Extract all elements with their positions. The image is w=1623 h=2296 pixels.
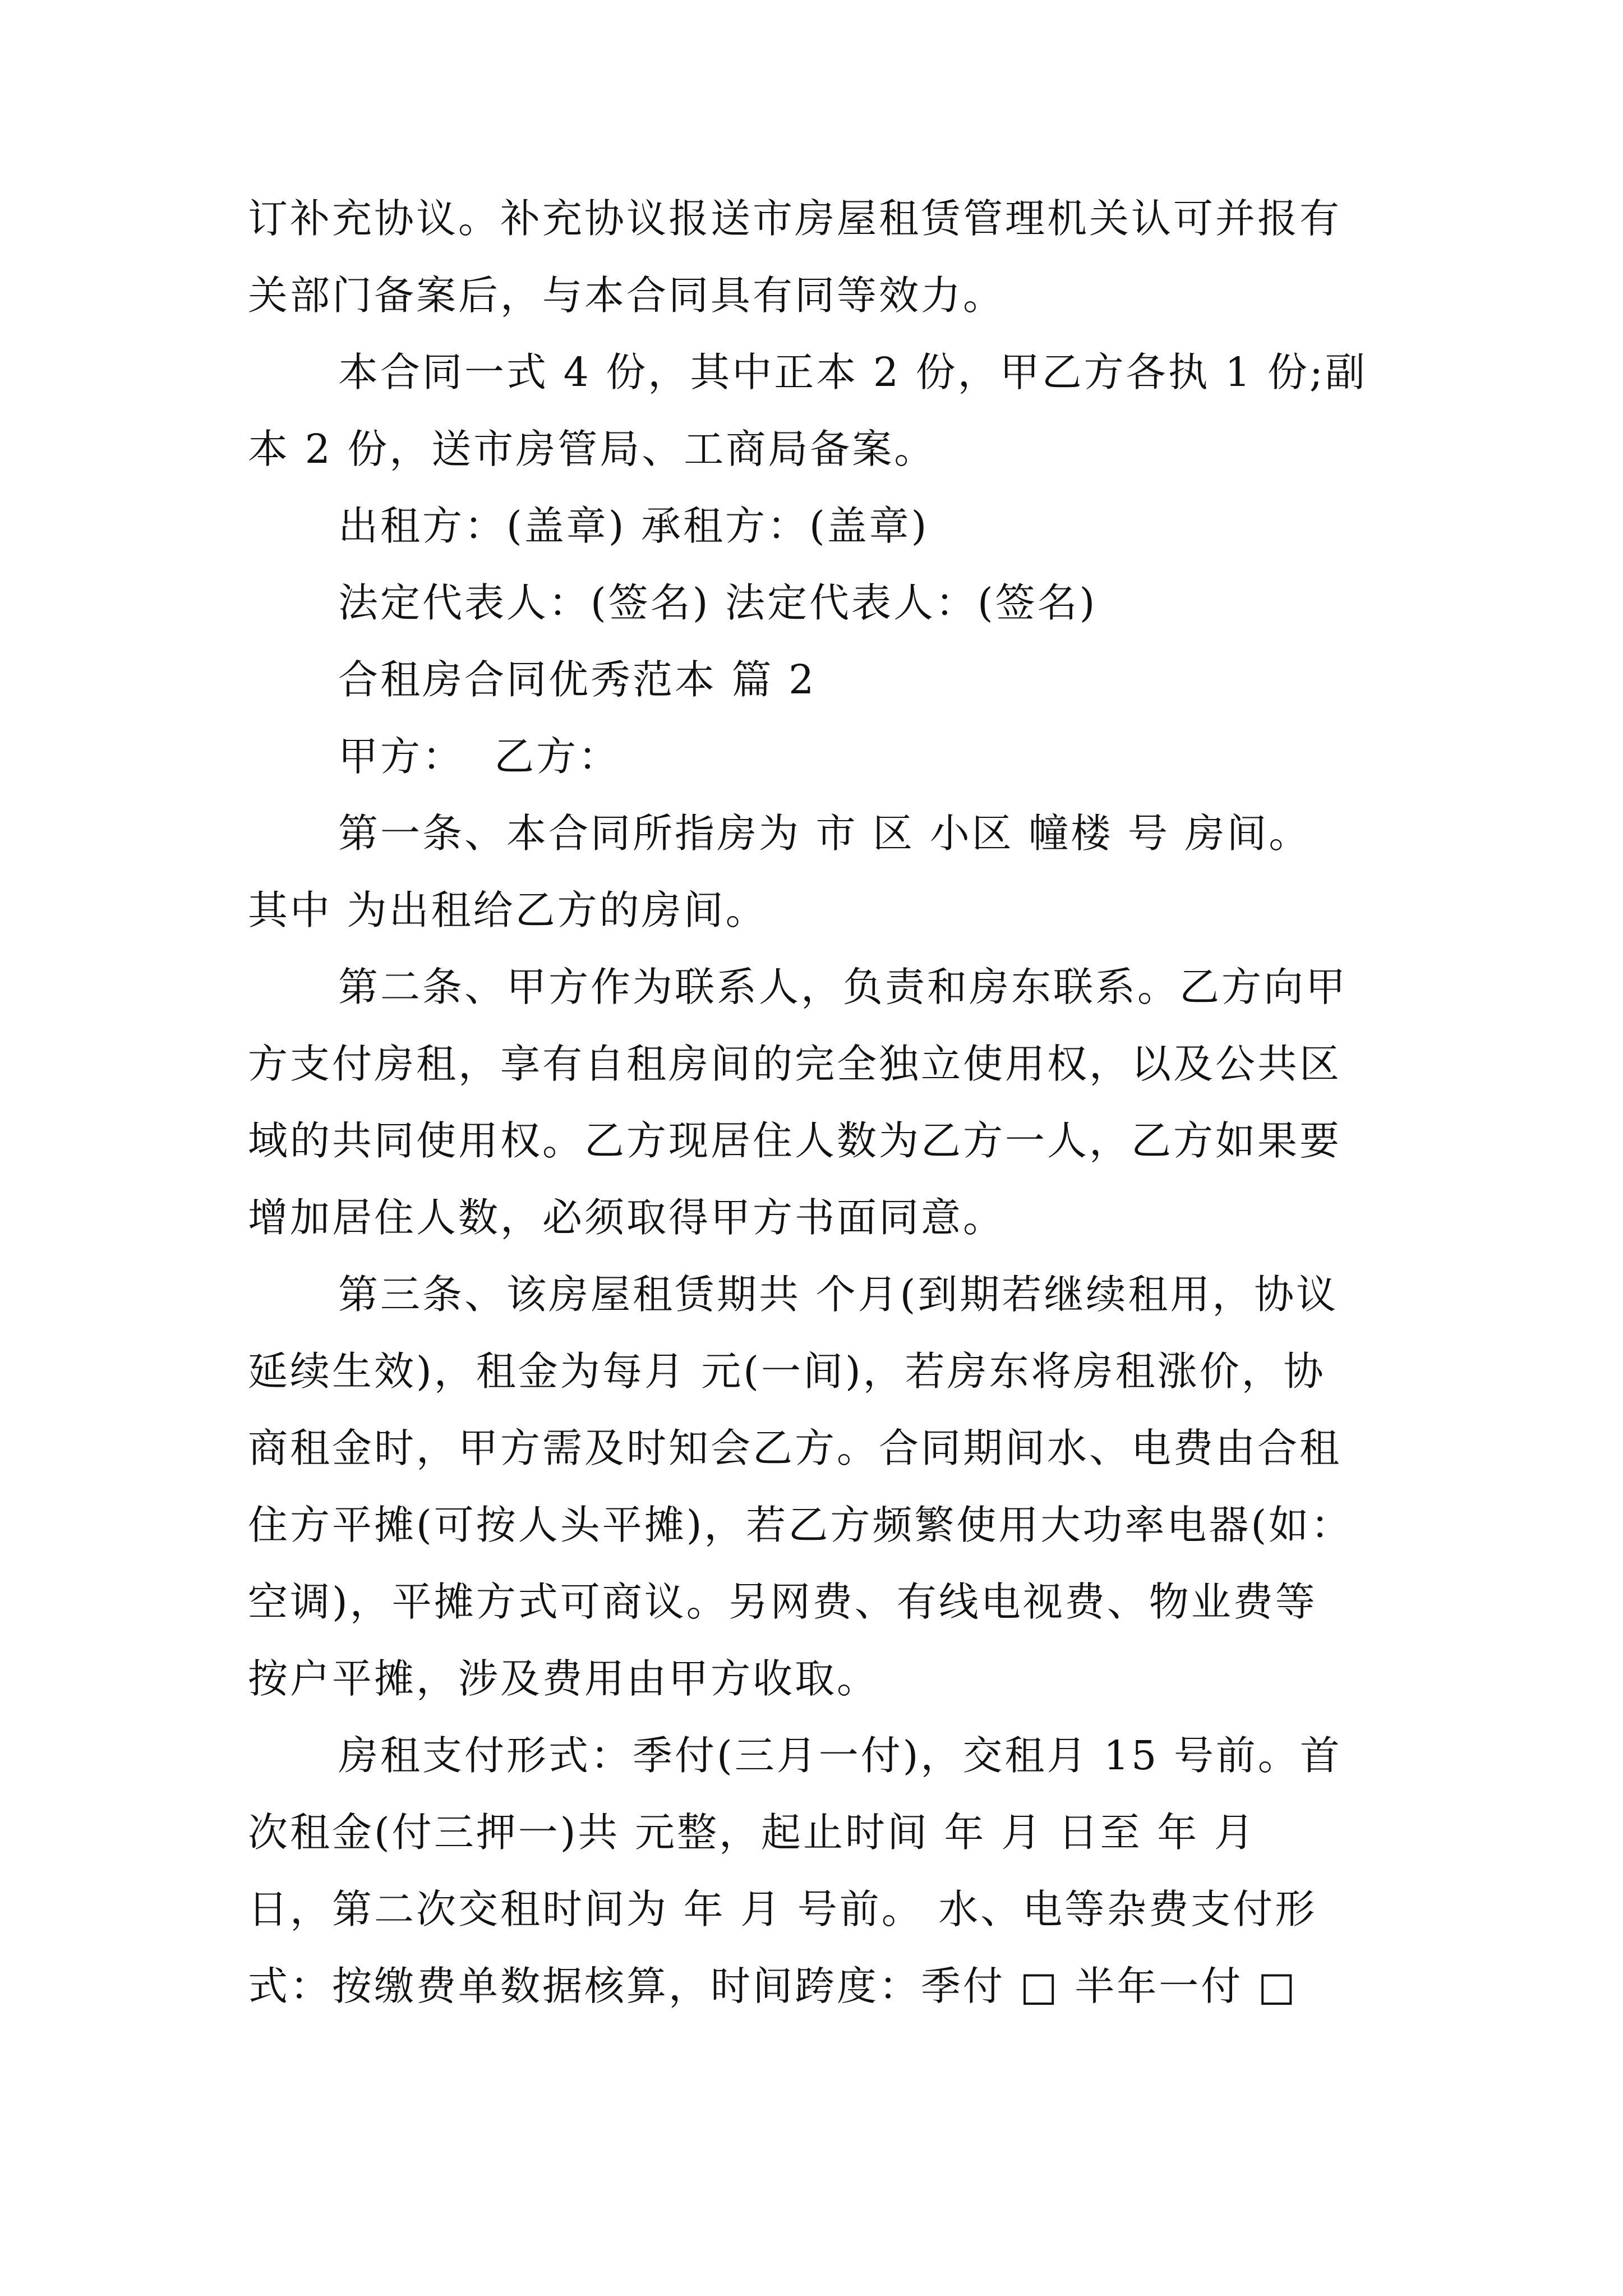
text-line-2: 关部门备案后，与本合同具有同等效力。: [248, 272, 1006, 319]
text-line-13: 域的共同使用权。乙方现居住人数为乙方一人，乙方如果要: [248, 1117, 1342, 1164]
text-line-21: 房租支付形式：季付(三月一付)，交租月 15 号前。首: [338, 1732, 1342, 1779]
text-line-18: 住方平摊(可按人头平摊)，若乙方频繁使用大功率电器(如：: [248, 1502, 1353, 1548]
text-line-12: 方支付房租，享有自租房间的完全独立使用权，以及公共区: [248, 1041, 1342, 1087]
text-line-7: 合租房合同优秀范本 篇 2: [338, 656, 817, 703]
text-line-4: 本 2 份，送市房管局、工商局备案。: [248, 426, 937, 472]
text-line-8: 甲方： 乙方：: [338, 733, 621, 780]
text-line-17: 商租金时，甲方需及时知会乙方。合同期间水、电费由合租: [248, 1425, 1342, 1471]
text-line-5: 出租方：(盖章) 承租方：(盖章): [338, 503, 929, 549]
text-line-1: 订补充协议。补充协议报送市房屋租赁管理机关认可并报有: [248, 195, 1342, 242]
text-line-10: 其中 为出租给乙方的房间。: [248, 887, 768, 933]
text-line-20: 按户平摊，涉及费用由甲方收取。: [248, 1655, 879, 1702]
text-line-3: 本合同一式 4 份，其中正本 2 份，甲乙方各执 1 份;副: [338, 349, 1367, 395]
text-line-23: 日，第二次交租时间为 年 月 号前。 水、电等杂费支付形: [248, 1886, 1317, 1932]
text-line-22: 次租金(付三押一)共 元整，起止时间 年 月 日至 年 月: [248, 1809, 1256, 1856]
text-line-14: 增加居住人数，必须取得甲方书面同意。: [248, 1194, 1006, 1241]
text-line-15: 第三条、该房屋租赁期共 个月(到期若继续租用，协议: [338, 1271, 1339, 1318]
text-line-19: 空调)，平摊方式可商议。另网费、有线电视费、物业费等: [248, 1579, 1317, 1625]
text-line-16: 延续生效)，租金为每月 元(一间)，若房东将房租涨价，协: [248, 1348, 1326, 1395]
text-line-24: 式：按缴费单数据核算，时间跨度：季付 □ 半年一付 □: [248, 1963, 1298, 2009]
text-line-9: 第一条、本合同所指房为 市 区 小区 幢楼 号 房间。: [338, 810, 1311, 857]
text-line-6: 法定代表人：(签名) 法定代表人：(签名): [338, 579, 1098, 626]
text-line-11: 第二条、甲方作为联系人，负责和房东联系。乙方向甲: [338, 964, 1348, 1010]
